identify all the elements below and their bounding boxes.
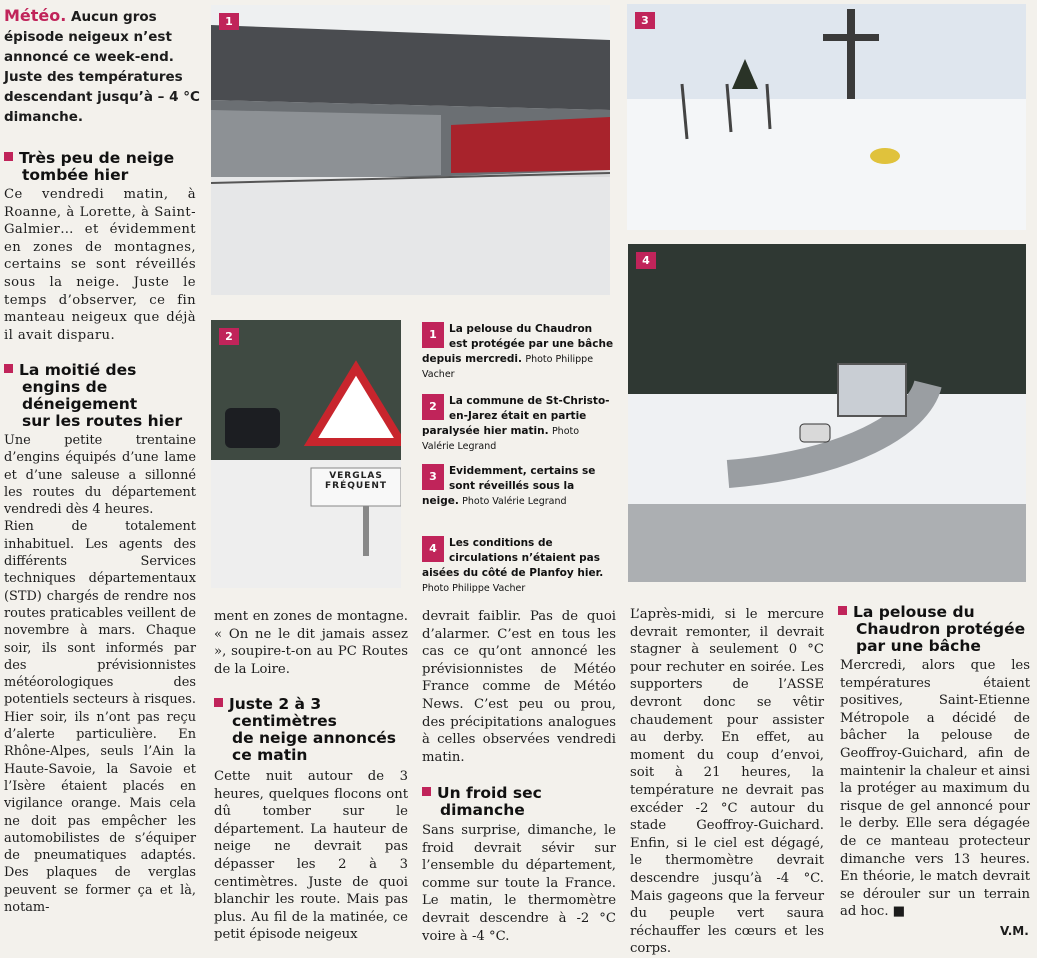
- heading-line: ce matin: [232, 746, 308, 764]
- heading-line: Très peu de neige: [19, 149, 175, 167]
- heading-line: sur les routes hier: [22, 412, 183, 430]
- heading-line: engins de: [22, 378, 108, 396]
- heading-peu-neige: [4, 150, 204, 184]
- text-engins: [4, 432, 196, 916]
- lead-text: Aucun gros épisode neigeux n’est annoncé ce week-end. Juste des températures descendant jusqu’à – 4 °C dimanche.: [4, 9, 200, 125]
- text-engins-cont: [214, 608, 408, 678]
- photo-credit: Photo Valérie Legrand: [422, 426, 580, 452]
- road-illustration: [628, 244, 1026, 582]
- bullet-square: [422, 787, 431, 796]
- caption-text: La pelouse du Chaudron est protégée par une bâche depuis mercredi.: [422, 323, 614, 365]
- photo-cross: [627, 4, 1026, 230]
- text-peu-neige: [4, 186, 196, 344]
- caption-4: [422, 536, 614, 596]
- heading-line: tombée hier: [22, 166, 129, 184]
- paragraph: Sans surprise, dimanche, le froid devrait sévir sur l’ensemble du département, comme sur toute la France. Le matin, le thermomètre devrait descendre à -2 °C voire à -4 °C.: [422, 823, 616, 944]
- sign-text: [311, 471, 401, 491]
- heading-line: dimanche: [440, 801, 525, 819]
- heading-line: par une bâche: [856, 637, 981, 655]
- photo-number: 3: [635, 12, 655, 29]
- paragraph: Une petite trentaine d’engins équipés d’une lame et d’une saleuse a sillonné les routes du département vendredi dès 4 heures.: [4, 433, 196, 518]
- stadium-illustration: [211, 5, 610, 295]
- photo-road: [628, 244, 1026, 582]
- bullet-square: [4, 364, 13, 373]
- heading-froid: [422, 785, 622, 819]
- caption-1: [422, 322, 614, 382]
- paragraph: ment en zones de montagne. « On ne le dit jamais assez », soupire-t-on au PC Routes de la Loire.: [214, 609, 408, 677]
- caption-2: [422, 394, 614, 454]
- photo-stadium: [211, 5, 610, 295]
- cross-illustration: [627, 4, 1026, 230]
- paragraph: Cette nuit autour de 3 heures, quelques flocons ont dû tomber sur le département. La hauteur de neige ne devrait pas dépasser les 2 à 3 centimètres. Juste de quoi blanchir les route. Mais pas plus. Au fil de la matinée, ce petit épisode neigeux: [214, 769, 408, 943]
- photo-credit: Photo Philippe Vacher: [422, 583, 526, 594]
- caption-text: Les conditions de circulations n’étaient pas aisées du côté de Planfoy hier.: [422, 537, 604, 579]
- paragraph: L’après-midi, si le mercure devrait remonter, il devrait stagner à seulement 0 °C pour rechuter en soirée. Les supporters de l’ASSE devront donc se vêtir chaudement pour assister au derby. En effet, au moment du coup d’envoi, soit à 21 heures, la température ne devrait pas excéder -2 °C autour du stade Geoffroy-Guichard. Enfin, si le ciel est dégagé, le thermomètre devrait descendre jusqu’à -4 °C. Mais gageons que la ferveur du peuple vert saura réchauffer les cœurs et les corps.: [630, 607, 824, 957]
- heading-pelouse: [838, 604, 1034, 655]
- paragraph: Mercredi, alors que les températures étaient positives, Saint-Etienne Métropole a décidé de bâcher la pelouse de Geoffroy-Guichard, afin de maintenir la chaleur et ainsi la protéger au maximum du risque de gel annoncé pour le derby. Elle sera dégagée de ce manteau protecteur dimanche vers 13 heures. En théorie, le match devrait se dérouler sur un terrain ad hoc. ■: [840, 658, 1030, 920]
- heading-line: La moitié des: [19, 361, 137, 379]
- paragraph: Rien de totalement inhabituel. Les agents des différents Services techniques départementaux (STD) chargés de rendre nos routes praticables veillent de novembre à mars. Chaque soir, ils sont informés par des prévisionnistes météorologiques des potentiels secteurs à risques. Hier soir, ils n’ont pas reçu d’alerte particulière. En Rhône-Alpes, seuls l’Ain la Haute-Savoie, la Savoie et l’Isère étaient placés en vigilance orange. Mais cela ne doit pas empêcher les automobilistes de s’équiper de pneumatiques adaptés. Des plaques de verglas peuvent se former ça et là, notam-: [4, 519, 196, 916]
- bullet-square: [4, 152, 13, 161]
- photo-number: 2: [219, 328, 239, 345]
- text-froid: [422, 822, 616, 945]
- photo-credit: Photo Valérie Legrand: [462, 496, 567, 507]
- heading-engins: [4, 362, 204, 430]
- photo-number: 1: [219, 13, 239, 30]
- heading-line: La pelouse du: [853, 603, 975, 621]
- text-col4: [630, 606, 824, 958]
- author-signature: V.M.: [1000, 924, 1029, 938]
- paragraph: devrait faiblir. Pas de quoi d’alarmer. C’est en tous les cas ce qu’ont annoncé les prévisionnistes de Météo France comme de Météo News. C’est peu ou prou, des précipitations analogues à celles observées vendredi matin.: [422, 609, 616, 765]
- section-tag: Météo.: [4, 6, 67, 25]
- caption-number: 2: [422, 394, 444, 420]
- caption-text: Evidemment, certains se sont réveillés sous la neige.: [422, 465, 596, 507]
- sign-line: VERGLAS: [329, 471, 383, 481]
- lead-paragraph: [4, 6, 204, 127]
- photo-credit: Photo Philippe Vacher: [422, 354, 594, 380]
- photo-number: 4: [636, 252, 656, 269]
- bullet-square: [838, 606, 847, 615]
- text-col3: [422, 608, 616, 766]
- verglas-illustration: [211, 320, 401, 588]
- text-centimetres: [214, 768, 408, 944]
- caption-3: [422, 464, 614, 509]
- caption-number: 1: [422, 322, 444, 348]
- heading-line: Chaudron protégée: [856, 620, 1026, 638]
- sign-line: FRÉQUENT: [324, 481, 387, 491]
- photo-verglas: [211, 320, 401, 588]
- heading-centimetres: [214, 696, 414, 764]
- paragraph: Ce vendredi matin, à Roanne, à Lorette, à Saint-Galmier… et évidemment en zones de montagnes, certains se sont réveillés sous la neige. Juste le temps d’observer, ce fin manteau neigeux que déjà il avait disparu.: [4, 187, 196, 343]
- caption-text: La commune de St-Christo-en-Jarez était en partie paralysée hier matin.: [422, 395, 610, 437]
- heading-line: centimètres: [232, 712, 337, 730]
- text-pelouse: [840, 657, 1030, 921]
- caption-number: 4: [422, 536, 444, 562]
- heading-line: Un froid sec: [437, 784, 542, 802]
- heading-line: Juste 2 à 3: [229, 695, 322, 713]
- caption-number: 3: [422, 464, 444, 490]
- heading-line: de neige annoncés: [232, 729, 397, 747]
- bullet-square: [214, 698, 223, 707]
- heading-line: déneigement: [22, 395, 138, 413]
